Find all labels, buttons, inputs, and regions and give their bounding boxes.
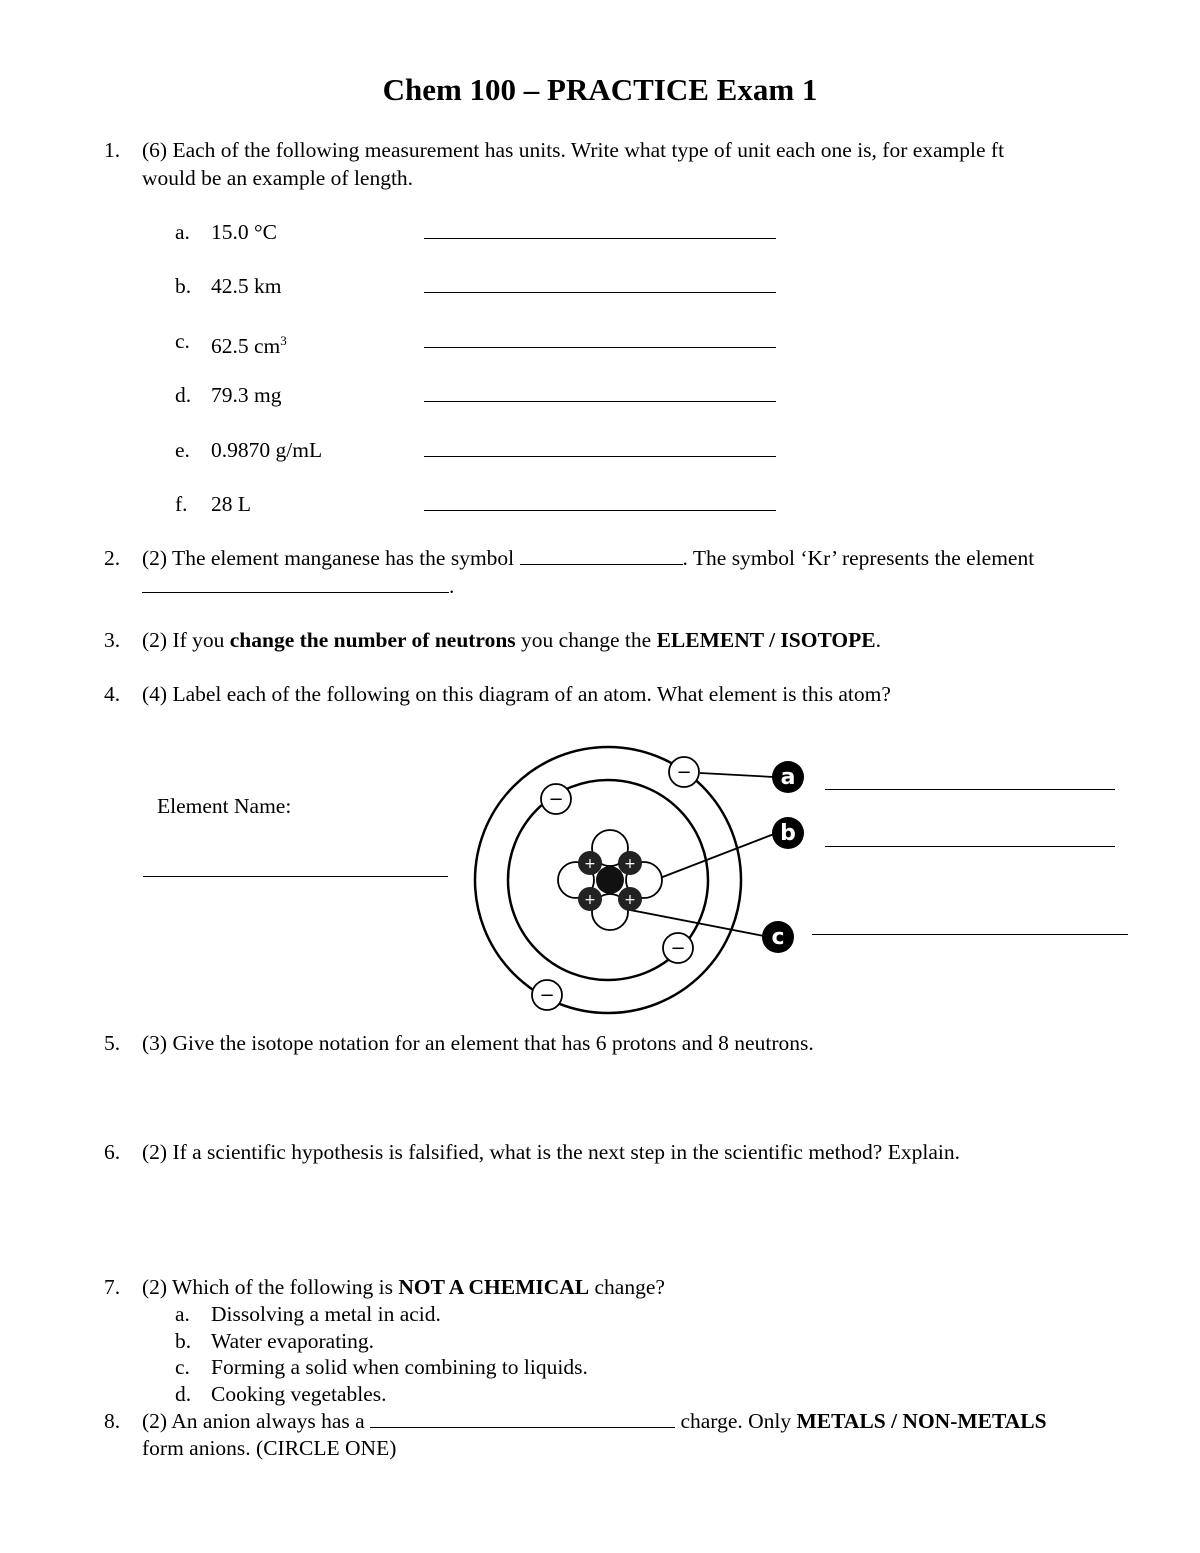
- q3-bold-neutrons: change the number of neutrons: [229, 628, 516, 652]
- q1-item-a-answer-blank[interactable]: [424, 238, 776, 239]
- label-b-line: [660, 834, 774, 878]
- q7-text-part2: change?: [589, 1275, 665, 1299]
- q1-item-b-value: 42.5 km: [211, 274, 282, 298]
- q2-text-line2: [142, 572, 454, 600]
- q1-item-f-answer-blank[interactable]: [424, 510, 776, 511]
- q3-text-end: .: [875, 628, 882, 652]
- q7-number: 7.: [104, 1275, 121, 1299]
- page-title: Chem 100 – PRACTICE Exam 1: [382, 72, 818, 107]
- q2-number: 2.: [104, 546, 121, 570]
- q3-number: 3.: [104, 628, 121, 652]
- q1-item-a-letter: a.: [175, 220, 190, 244]
- q1-text-line1: (6) Each of the following measurement has units. Write what type of unit each one is, for example ft: [142, 138, 1005, 162]
- electron: [532, 980, 562, 1010]
- q2-symbol-blank[interactable]: [520, 546, 683, 565]
- proton-plus-sign: +: [584, 856, 596, 872]
- q8-text-part2: charge. Only: [675, 1409, 797, 1433]
- q1-item-d-value: 79.3 mg: [211, 383, 282, 407]
- q1-item-c-answer-blank[interactable]: [424, 347, 776, 348]
- nucleus: [558, 830, 662, 930]
- q8-bold-metals-nonmetals[interactable]: METALS / NON-METALS: [796, 1409, 1047, 1433]
- atom-diagram: [460, 740, 1140, 1020]
- q2-element-blank[interactable]: [142, 574, 449, 593]
- q1-item-f-letter: f.: [175, 492, 188, 516]
- q1-item-c-superscript: 3: [280, 333, 287, 348]
- q3-text-part1: (2) If you: [142, 628, 230, 652]
- proton-plus-sign: +: [584, 892, 596, 908]
- q7-choice-d-text[interactable]: Cooking vegetables.: [211, 1382, 387, 1406]
- label-c-line: [630, 910, 764, 936]
- electron: [541, 784, 571, 814]
- q1-item-d-answer-blank[interactable]: [424, 401, 776, 402]
- q1-item-c-value: [211, 327, 287, 360]
- q2-text-part1: (2) The element manganese has the symbol: [142, 546, 515, 570]
- label-a-line: [700, 773, 774, 777]
- q7-choice-d-letter: d.: [175, 1382, 192, 1406]
- electron-minus-sign: −: [539, 985, 555, 1006]
- element-name-answer-blank[interactable]: [143, 876, 448, 877]
- q1-item-e-value: 0.9870 g/mL: [211, 438, 323, 462]
- electron-minus-sign: −: [670, 938, 686, 959]
- q1-item-b-letter: b.: [175, 274, 192, 298]
- proton-plus-sign: +: [624, 856, 636, 872]
- electron: [669, 757, 699, 787]
- label-c-letter: c: [771, 925, 785, 950]
- q1-text-line2: would be an example of length.: [142, 166, 414, 190]
- q1-number: 1.: [104, 138, 121, 162]
- q7-choice-c-letter: c.: [175, 1355, 190, 1379]
- q1-item-c-value-text: 62.5 cm: [211, 334, 281, 359]
- nucleus-center: [596, 866, 624, 894]
- label-c-answer-blank[interactable]: [812, 934, 1128, 935]
- q7-bold-not-chemical: NOT A CHEMICAL: [398, 1275, 590, 1299]
- label-a-answer-blank[interactable]: [825, 789, 1115, 790]
- q8-text-part1: (2) An anion always has a: [142, 1409, 365, 1433]
- q6-text: (2) If a scientific hypothesis is falsified, what is the next step in the scientific method? Explain.: [142, 1140, 960, 1164]
- q3-bold-element-isotope[interactable]: ELEMENT / ISOTOPE: [656, 628, 876, 652]
- label-b-badge: [772, 817, 804, 849]
- label-a-badge: [772, 761, 804, 793]
- q7-choice-a-letter: a.: [175, 1302, 190, 1326]
- electron-minus-sign: −: [676, 762, 692, 783]
- label-b-answer-blank[interactable]: [825, 846, 1115, 847]
- q8-text-line2: form anions. (CIRCLE ONE): [142, 1436, 397, 1460]
- q1-item-c-letter: c.: [175, 329, 190, 353]
- q1-item-e-answer-blank[interactable]: [424, 456, 776, 457]
- q7-text: [142, 1273, 665, 1301]
- q5-number: 5.: [104, 1031, 121, 1055]
- q1-item-b-answer-blank[interactable]: [424, 292, 776, 293]
- q5-text: (3) Give the isotope notation for an element that has 6 protons and 8 neutrons.: [142, 1031, 814, 1055]
- q2-text-end: .: [449, 574, 455, 598]
- electron: [663, 933, 693, 963]
- element-name-label: Element Name:: [157, 794, 292, 818]
- q2-text-line1: [142, 544, 1034, 572]
- proton-plus-sign: +: [624, 892, 636, 908]
- q7-choice-c-text[interactable]: Forming a solid when combining to liquids.: [211, 1355, 588, 1379]
- q3-text-part2: you change the: [515, 628, 657, 652]
- label-b-letter: b: [780, 821, 796, 846]
- q1-item-e-letter: e.: [175, 438, 190, 462]
- q3-text: [142, 626, 881, 654]
- label-c-badge: [762, 921, 794, 953]
- q1-item-f-value: 28 L: [211, 492, 252, 516]
- q1-item-d-letter: d.: [175, 383, 192, 407]
- q7-choice-b-letter: b.: [175, 1329, 192, 1353]
- q7-choice-a-text[interactable]: Dissolving a metal in acid.: [211, 1302, 441, 1326]
- q7-choice-b-text[interactable]: Water evaporating.: [211, 1329, 375, 1353]
- electron-minus-sign: −: [548, 789, 564, 810]
- q6-number: 6.: [104, 1140, 121, 1164]
- q2-text-part2: . The symbol ‘Kr’ represents the element: [682, 546, 1035, 570]
- q4-text: (4) Label each of the following on this diagram of an atom. What element is this atom?: [142, 682, 891, 706]
- label-a-letter: a: [780, 765, 796, 790]
- q8-charge-blank[interactable]: [370, 1409, 675, 1428]
- q1-item-a-value: 15.0 °C: [211, 220, 277, 244]
- q8-number: 8.: [104, 1409, 121, 1433]
- q7-text-part1: (2) Which of the following is: [142, 1275, 399, 1299]
- q8-text-line1: [142, 1407, 1047, 1435]
- q4-number: 4.: [104, 682, 121, 706]
